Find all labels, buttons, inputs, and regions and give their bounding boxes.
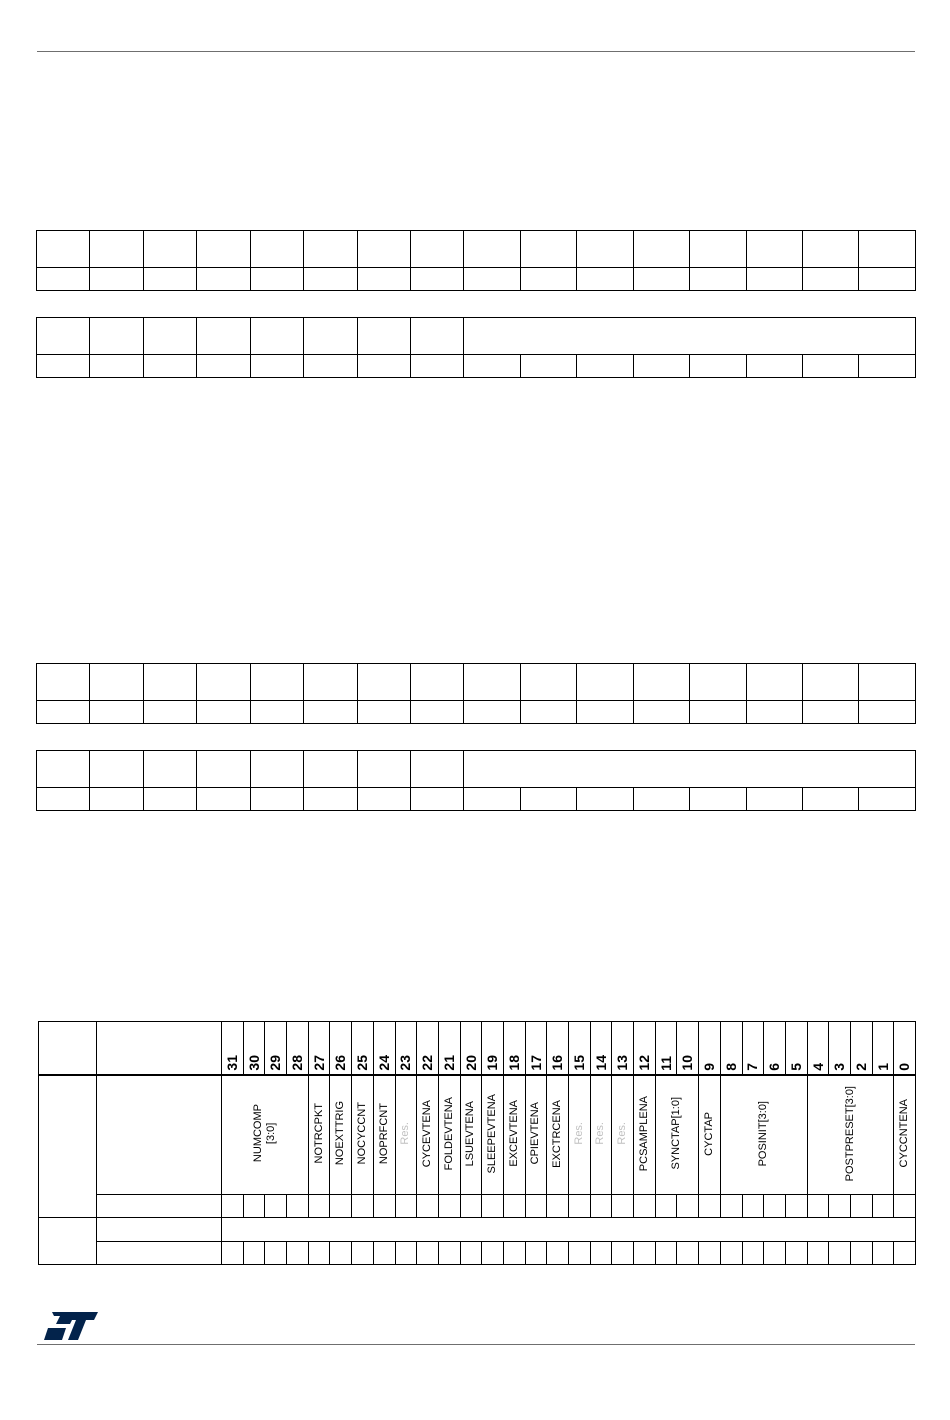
field-label-line: PCSAMPLENA: [637, 1095, 650, 1172]
bit-number-label: 11: [657, 1056, 674, 1071]
register-map-table: [38, 1021, 916, 1265]
reset-bit-cell: [742, 1195, 764, 1218]
field-noexttrig: [330, 1075, 352, 1195]
reset-bit-cell: [634, 1242, 656, 1265]
offset-header-cell: [39, 1022, 97, 1076]
reset-bit-cell: [503, 1242, 525, 1265]
reset-bit-cell: [438, 1242, 460, 1265]
bit-number-label: 10: [679, 1055, 696, 1071]
st-logo-icon: [44, 1310, 100, 1342]
field-label: [378, 1103, 391, 1164]
field-label: [616, 1122, 629, 1145]
field-synctap-1-0: [655, 1075, 698, 1195]
field-label-line: Res.: [399, 1122, 412, 1145]
reset-bit-cell: [894, 1242, 916, 1265]
bit-number-label: 31: [223, 1055, 240, 1071]
field-cpievtena: [525, 1075, 547, 1195]
reset-bit-cell: [438, 1195, 460, 1218]
reset-bit-cell: [785, 1195, 807, 1218]
bit-number-27: [308, 1022, 330, 1076]
field-notrcpkt: [308, 1075, 330, 1195]
bit-number-31: [222, 1022, 244, 1076]
field-label-line: Res.: [616, 1122, 629, 1145]
bit-number-label: 6: [766, 1063, 783, 1071]
field-label-line: FOLDEVTENA: [442, 1096, 455, 1171]
reset-bit-cell: [829, 1242, 851, 1265]
reset-bit-cell: [373, 1242, 395, 1265]
header-rule: [37, 51, 915, 52]
reset-bit-cell: [222, 1195, 244, 1218]
field-label: [508, 1100, 521, 1167]
bit-number-label: 9: [701, 1063, 718, 1071]
bit-number-label: 3: [831, 1063, 848, 1071]
field-cycevtena: [417, 1075, 439, 1195]
reset-bit-cell: [352, 1242, 374, 1265]
reset-bit-cell: [525, 1242, 547, 1265]
field-label-line: NOEXTTRIG: [334, 1101, 347, 1166]
field-label: [356, 1102, 369, 1164]
bit-number-16: [547, 1022, 569, 1076]
field-label-line: Res.: [572, 1122, 585, 1145]
bit-number-22: [417, 1022, 439, 1076]
reset-value-label-cell-2: [97, 1242, 222, 1265]
reset-bit-cell: [850, 1195, 872, 1218]
field-excevtena: [503, 1075, 525, 1195]
field-foldevtena: [438, 1075, 460, 1195]
field-label: [638, 1096, 651, 1171]
bit-number-5: [785, 1022, 807, 1076]
field-label-line: NOPRFCNT: [377, 1102, 390, 1165]
reset-bit-cell: [612, 1195, 634, 1218]
reset-bit-cell: [308, 1195, 330, 1218]
field-label-line: Res.: [594, 1122, 607, 1145]
reset-bit-cell: [243, 1242, 265, 1265]
reset-bit-cell: [417, 1195, 439, 1218]
field-label: [486, 1094, 499, 1173]
reset-bit-cell: [699, 1195, 721, 1218]
bit-number-label: 2: [852, 1063, 869, 1071]
field-label-line: SLEEPEVTENA: [486, 1093, 498, 1174]
field-cyctap: [699, 1075, 721, 1195]
bit-number-8: [720, 1022, 742, 1076]
bit-number-label: 1: [874, 1063, 891, 1071]
bit-number-label: 0: [896, 1063, 913, 1071]
field-label: [334, 1101, 347, 1165]
reset-bit-cell: [590, 1242, 612, 1265]
reset-bit-cell: [655, 1242, 677, 1265]
reset-bit-cell: [395, 1242, 417, 1265]
bit-number-label: 19: [484, 1055, 501, 1071]
bit-number-label: 28: [289, 1055, 305, 1071]
bit-number-label: 22: [419, 1055, 436, 1071]
field-lsuevtena: [460, 1075, 482, 1195]
field-label: [703, 1112, 716, 1156]
bit-number-label: 20: [462, 1055, 479, 1071]
field-label-line: CPIEVTENA: [529, 1102, 542, 1165]
reset-bit-cell: [287, 1242, 309, 1265]
bit-number-label: 18: [505, 1055, 522, 1071]
field-label: [443, 1097, 456, 1170]
bit-number-label: 25: [354, 1055, 371, 1071]
field-label-line: NOCYCCNT: [355, 1102, 368, 1165]
offset-cell: [39, 1075, 97, 1218]
bit-number-19: [482, 1022, 504, 1076]
footer-rule: [37, 1344, 915, 1345]
bitfield-diagram-lower-1: [36, 317, 916, 378]
reset-bit-cell: [460, 1195, 482, 1218]
field-cyccntena: [894, 1075, 916, 1195]
field-numcomp-3-0: [222, 1075, 309, 1195]
reset-bit-cell: [460, 1242, 482, 1265]
field-res: [395, 1075, 417, 1195]
bit-number-label: 12: [636, 1055, 652, 1071]
bit-number-label: 17: [527, 1055, 544, 1071]
bit-number-30: [243, 1022, 265, 1076]
field-res: [612, 1075, 634, 1195]
bitfield-diagram-upper-2: [36, 663, 916, 724]
bit-number-label: 24: [375, 1055, 392, 1071]
bit-number-label: 21: [440, 1055, 457, 1071]
bit-number-label: 27: [310, 1055, 327, 1071]
bit-number-23: [395, 1022, 417, 1076]
reset-bit-cell: [634, 1195, 656, 1218]
register-fields-cell-2: [222, 1218, 916, 1242]
field-label: [551, 1100, 564, 1168]
reset-bit-cell: [590, 1195, 612, 1218]
reset-bit-cell: [569, 1242, 591, 1265]
register-name-cell-2: [97, 1218, 222, 1242]
reset-bit-cell: [395, 1195, 417, 1218]
bit-number-label: 7: [744, 1063, 761, 1071]
bit-number-3: [829, 1022, 851, 1076]
reset-bit-cell: [525, 1195, 547, 1218]
field-pcsamplena: [634, 1075, 656, 1195]
reset-bit-cell: [872, 1242, 894, 1265]
reset-bit-cell: [850, 1242, 872, 1265]
reset-bit-cell: [287, 1195, 309, 1218]
offset-cell-2: [39, 1218, 97, 1265]
reset-bit-cell: [265, 1242, 287, 1265]
bit-number-24: [373, 1022, 395, 1076]
bit-number-7: [742, 1022, 764, 1076]
field-label: [898, 1099, 911, 1167]
field-label-line: CYCEVTENA: [420, 1099, 433, 1168]
bit-number-10: [677, 1022, 699, 1076]
bit-number-20: [460, 1022, 482, 1076]
field-postpreset-3-0: [807, 1075, 894, 1195]
reset-bit-cell: [330, 1242, 352, 1265]
bit-number-13: [612, 1022, 634, 1076]
field-label-line: EXCEVTENA: [507, 1100, 520, 1167]
reset-bit-cell: [894, 1195, 916, 1218]
reset-bit-cell: [503, 1195, 525, 1218]
bit-number-label: 16: [549, 1055, 566, 1071]
bit-number-28: [287, 1022, 309, 1076]
reset-bit-cell: [330, 1195, 352, 1218]
reset-bit-cell: [829, 1195, 851, 1218]
field-nocyccnt: [352, 1075, 374, 1195]
reset-bit-cell: [677, 1195, 699, 1218]
field-label-line: CYCCNTENA: [898, 1099, 911, 1168]
field-label: [421, 1100, 434, 1167]
bit-number-21: [438, 1022, 460, 1076]
bit-number-15: [569, 1022, 591, 1076]
bit-number-9: [699, 1022, 721, 1076]
field-label-line: POSTPRESET[3:0]: [843, 1085, 856, 1182]
field-label: [757, 1101, 770, 1166]
reset-bit-cell: [547, 1242, 569, 1265]
field-label-line: NUMCOMP: [251, 1104, 264, 1163]
bitfield-diagram-lower-2: [36, 750, 916, 811]
field-label: [670, 1097, 683, 1170]
field-res: [569, 1075, 591, 1195]
bit-number-label: 23: [397, 1055, 414, 1071]
bit-number-4: [807, 1022, 829, 1076]
field-label-line: [3:0]: [264, 1122, 277, 1145]
field-label-line: NOTRCPKT: [312, 1103, 325, 1164]
reset-bit-cell: [655, 1195, 677, 1218]
bit-number-label: 13: [614, 1055, 631, 1071]
field-label-line: CYCTAP: [702, 1111, 715, 1156]
bitfield-diagram-upper-1: [36, 230, 916, 291]
field-label: [252, 1104, 278, 1162]
reset-bit-cell: [265, 1195, 287, 1218]
bit-number-label: 29: [267, 1055, 284, 1071]
reset-bit-cell: [222, 1242, 244, 1265]
bit-number-2: [850, 1022, 872, 1076]
bit-number-0: [894, 1022, 916, 1076]
field-label: [464, 1101, 477, 1166]
reset-bit-cell: [807, 1195, 829, 1218]
field-label: [594, 1122, 607, 1145]
bit-number-11: [655, 1022, 677, 1076]
field-res: [590, 1075, 612, 1195]
bit-number-label: 15: [570, 1055, 587, 1071]
field-label-line: EXCTRCENA: [551, 1099, 564, 1168]
reset-bit-cell: [417, 1242, 439, 1265]
field-label: [573, 1122, 586, 1145]
reset-bit-cell: [612, 1242, 634, 1265]
register-name-cell: [97, 1075, 222, 1195]
bit-number-label: 30: [245, 1055, 262, 1071]
reset-bit-cell: [352, 1195, 374, 1218]
field-label-line: LSUEVTENA: [464, 1100, 477, 1167]
reset-bit-cell: [699, 1242, 721, 1265]
field-noprfcnt: [373, 1075, 395, 1195]
field-exctrcena: [547, 1075, 569, 1195]
register-header-cell: [97, 1022, 222, 1076]
reset-value-label-cell: [97, 1195, 222, 1218]
reset-bit-cell: [764, 1195, 786, 1218]
field-sleepevtena: [482, 1075, 504, 1195]
bit-number-29: [265, 1022, 287, 1076]
reset-bit-cell: [482, 1242, 504, 1265]
bit-number-18: [503, 1022, 525, 1076]
reset-bit-cell: [742, 1242, 764, 1265]
reset-bit-cell: [764, 1242, 786, 1265]
bit-number-17: [525, 1022, 547, 1076]
bit-number-1: [872, 1022, 894, 1076]
bit-number-label: 4: [809, 1063, 826, 1071]
reset-bit-cell: [720, 1195, 742, 1218]
bit-number-26: [330, 1022, 352, 1076]
bit-number-label: 8: [722, 1063, 739, 1071]
reset-bit-cell: [547, 1195, 569, 1218]
reset-bit-cell: [677, 1242, 699, 1265]
field-label: [844, 1086, 857, 1181]
bit-number-12: [634, 1022, 656, 1076]
reset-bit-cell: [243, 1195, 265, 1218]
field-label-line: POSINIT[3:0]: [757, 1100, 770, 1167]
bit-number-25: [352, 1022, 374, 1076]
field-posinit-3-0: [720, 1075, 807, 1195]
reset-bit-cell: [872, 1195, 894, 1218]
reset-bit-cell: [720, 1242, 742, 1265]
field-label-line: SYNCTAP[1:0]: [670, 1097, 683, 1170]
reset-bit-cell: [308, 1242, 330, 1265]
reset-bit-cell: [569, 1195, 591, 1218]
bit-number-label: 26: [332, 1055, 349, 1071]
reset-bit-cell: [807, 1242, 829, 1265]
bit-number-label: 14: [592, 1055, 609, 1071]
bit-number-14: [590, 1022, 612, 1076]
bit-number-label: 5: [787, 1063, 804, 1071]
field-label: [399, 1122, 412, 1145]
field-label: [529, 1102, 542, 1164]
field-label: [313, 1103, 326, 1164]
reset-bit-cell: [482, 1195, 504, 1218]
bit-number-6: [764, 1022, 786, 1076]
reset-bit-cell: [373, 1195, 395, 1218]
reset-bit-cell: [785, 1242, 807, 1265]
